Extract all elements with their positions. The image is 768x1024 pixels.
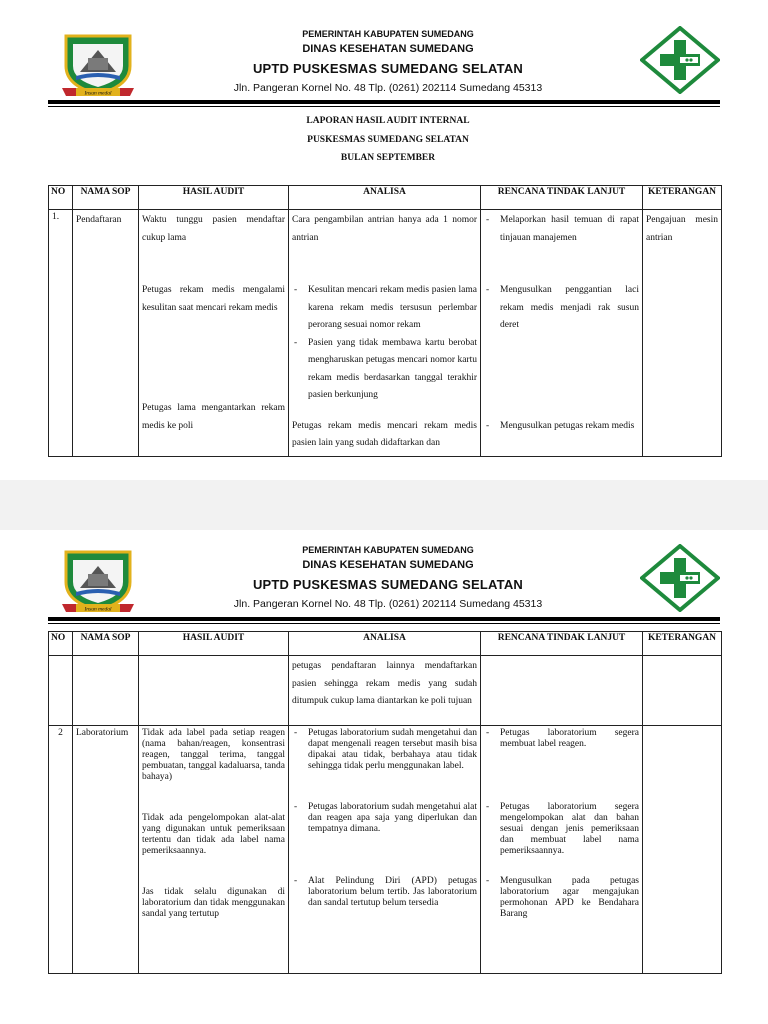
- letterhead-office: DINAS KESEHATAN SUMEDANG: [302, 559, 474, 571]
- table-header-row: [49, 186, 722, 210]
- header-hasil-audit: HASIL AUDIT: [139, 186, 289, 210]
- hasil-audit-cell: [139, 656, 289, 726]
- analisa-item: Petugas rekam medis mencari rekam medis pasien lain yang sudah didaftarkan dan: [292, 420, 477, 448]
- header-sop: NAMA SOP: [73, 186, 139, 210]
- audit-table-page-1: [48, 185, 722, 457]
- rencana-item: - Mengusulkan petugas rekam medis: [484, 418, 639, 436]
- header-no: NO: [49, 186, 73, 210]
- header-sop: NAMA SOP: [73, 632, 139, 656]
- puskesmas-logo-icon: [640, 544, 720, 612]
- rencana-cell: [481, 210, 643, 457]
- letterhead-government: PEMERINTAH KABUPATEN SUMEDANG: [302, 545, 474, 555]
- page-gap: [0, 480, 768, 530]
- row-sop-name: Laboratorium: [73, 726, 139, 974]
- rencana-cell: [481, 726, 643, 974]
- rencana-item: - Petugas laboratorium segera membuat label reagen.: [484, 728, 639, 750]
- hasil-audit-item: Waktu tunggu pasien mendaftar cukup lama: [142, 215, 285, 243]
- hasil-audit-item: Tidak ada label pada setiap reagen (nama bahan/reagen, konsentrasi reagen, tanggal terima, tanggal pembuatan, tanggal kadaluarsa, tanda bahaya): [142, 728, 285, 782]
- document-page-1: [0, 0, 768, 480]
- letterhead-government: PEMERINTAH KABUPATEN SUMEDANG: [302, 29, 474, 39]
- table-row: [49, 210, 722, 457]
- analisa-continued: petugas pendaftaran lainnya mendaftarkan pasien sehingga rekam medis yang sudah ditumpuk cukup lama diantarkan ke poli tujuan: [289, 656, 481, 726]
- letterhead-rule: [48, 617, 720, 621]
- table-row: [49, 726, 722, 974]
- rencana-cell: [481, 656, 643, 726]
- analisa-cell: [289, 210, 481, 457]
- hasil-audit-item: Petugas rekam medis mengalami kesulitan saat mencari rekam medis: [142, 285, 285, 313]
- keterangan-cell: [643, 726, 722, 974]
- puskesmas-logo-icon: [640, 26, 720, 94]
- document-page-2: [0, 530, 768, 1024]
- keterangan-cell: [643, 656, 722, 726]
- hasil-audit-item: Jas tidak selalu digunakan di laboratorium dan tidak menggunakan sandal yang tertutup: [142, 887, 285, 919]
- letterhead-address: Jln. Pangeran Kornel No. 48 Tlp. (0261) 202114 Sumedang 45313: [233, 82, 543, 94]
- table-header-row: [49, 632, 722, 656]
- row-sop-name: Pendaftaran: [73, 210, 139, 457]
- rencana-item: - Mengusulkan pada petugas laboratorium agar mengajukan permohonan APD ke Bendahara Barang: [484, 876, 639, 920]
- header-rencana: RENCANA TINDAK LANJUT: [481, 632, 643, 656]
- letterhead-address: Jln. Pangeran Kornel No. 48 Tlp. (0261) 202114 Sumedang 45313: [233, 598, 543, 610]
- row-number: [49, 656, 73, 726]
- row-number: 1.: [49, 210, 73, 457]
- hasil-audit-item: Tidak ada pengelompokan alat-alat yang digunakan untuk pemeriksaan tertentu dan tidak ada label nama pemeriksaannya.: [142, 813, 285, 856]
- analisa-item: - Pasien yang tidak membawa kartu berobat mengharuskan petugas mencari nomor kartu rekam medis berdasarkan tanggal terakhir pasien berkunjung: [292, 335, 477, 405]
- sumedang-regency-logo-icon: [58, 30, 138, 100]
- letterhead-rule-thin: [48, 623, 720, 624]
- rencana-item: - Melaporkan hasil temuan di rapat tinjauan manajemen: [484, 212, 639, 247]
- header-no: NO: [49, 632, 73, 656]
- header-analisa: ANALISA: [289, 632, 481, 656]
- letterhead-rule: [48, 100, 720, 104]
- rencana-item: - Mengusulkan penggantian laci rekam medis menjadi rak susun deret: [484, 282, 639, 335]
- header-hasil-audit: HASIL AUDIT: [139, 632, 289, 656]
- keterangan-cell: Pengajuan mesin antrian: [643, 210, 722, 457]
- hasil-audit-cell: [139, 726, 289, 974]
- rencana-item: - Petugas laboratorium segera mengelompokan alat dan bahan sesuai dengan jenis pemeriksaan dan membuat label nama pemeriksaannya.: [484, 802, 639, 857]
- table-row: [49, 656, 722, 726]
- svg-text:Insun medal: Insun medal: [84, 606, 112, 613]
- hasil-audit-item: Petugas lama mengantarkan rekam medis ke poli: [142, 403, 285, 431]
- header-keterangan: KETERANGAN: [643, 632, 722, 656]
- report-title-line-2: PUSKESMAS SUMEDANG SELATAN: [307, 134, 469, 145]
- row-number: 2: [49, 726, 73, 974]
- audit-table-page-2: [48, 631, 722, 974]
- report-title-line-3: BULAN SEPTEMBER: [340, 153, 436, 163]
- sumedang-regency-logo-icon: [58, 546, 138, 616]
- analisa-item: - Petugas laboratorium sudah mengetahui dan dapat mengenali reagen tersebut masih bisa dipakai atau tidak, berbahaya atau tidak sehingga tidak perlu menggunakan label.: [292, 728, 477, 772]
- analisa-item: - Petugas laboratorium sudah mengetahui alat dan reagen apa saja yang diperlukan dan tempatnya dimana.: [292, 802, 477, 835]
- report-title: [140, 112, 636, 168]
- letterhead-unit: UPTD PUSKESMAS SUMEDANG SELATAN: [252, 61, 524, 76]
- header-analisa: ANALISA: [289, 186, 481, 210]
- header-rencana: RENCANA TINDAK LANJUT: [481, 186, 643, 210]
- row-sop-name: [73, 656, 139, 726]
- hasil-audit-cell: [139, 210, 289, 457]
- report-title-line-1: LAPORAN HASIL AUDIT INTERNAL: [306, 116, 470, 126]
- letterhead-office: DINAS KESEHATAN SUMEDANG: [302, 43, 474, 55]
- letterhead-rule-thin: [48, 106, 720, 107]
- analisa-cell: [289, 726, 481, 974]
- analisa-item: - Alat Pelindung Diri (APD) petugas laboratorium belum tertib. Jas laboratorium dan sandal tertutup belum tersedia: [292, 876, 477, 909]
- header-keterangan: KETERANGAN: [643, 186, 722, 210]
- letterhead-unit: UPTD PUSKESMAS SUMEDANG SELATAN: [252, 577, 524, 592]
- analisa-item: Cara pengambilan antrian hanya ada 1 nomor antrian: [292, 215, 477, 243]
- svg-text:Insun medal: Insun medal: [84, 90, 112, 97]
- analisa-item: - Kesulitan mencari rekam medis pasien lama karena rekam medis tersusun perlembar perorang sesuai nomor rekam: [292, 282, 477, 335]
